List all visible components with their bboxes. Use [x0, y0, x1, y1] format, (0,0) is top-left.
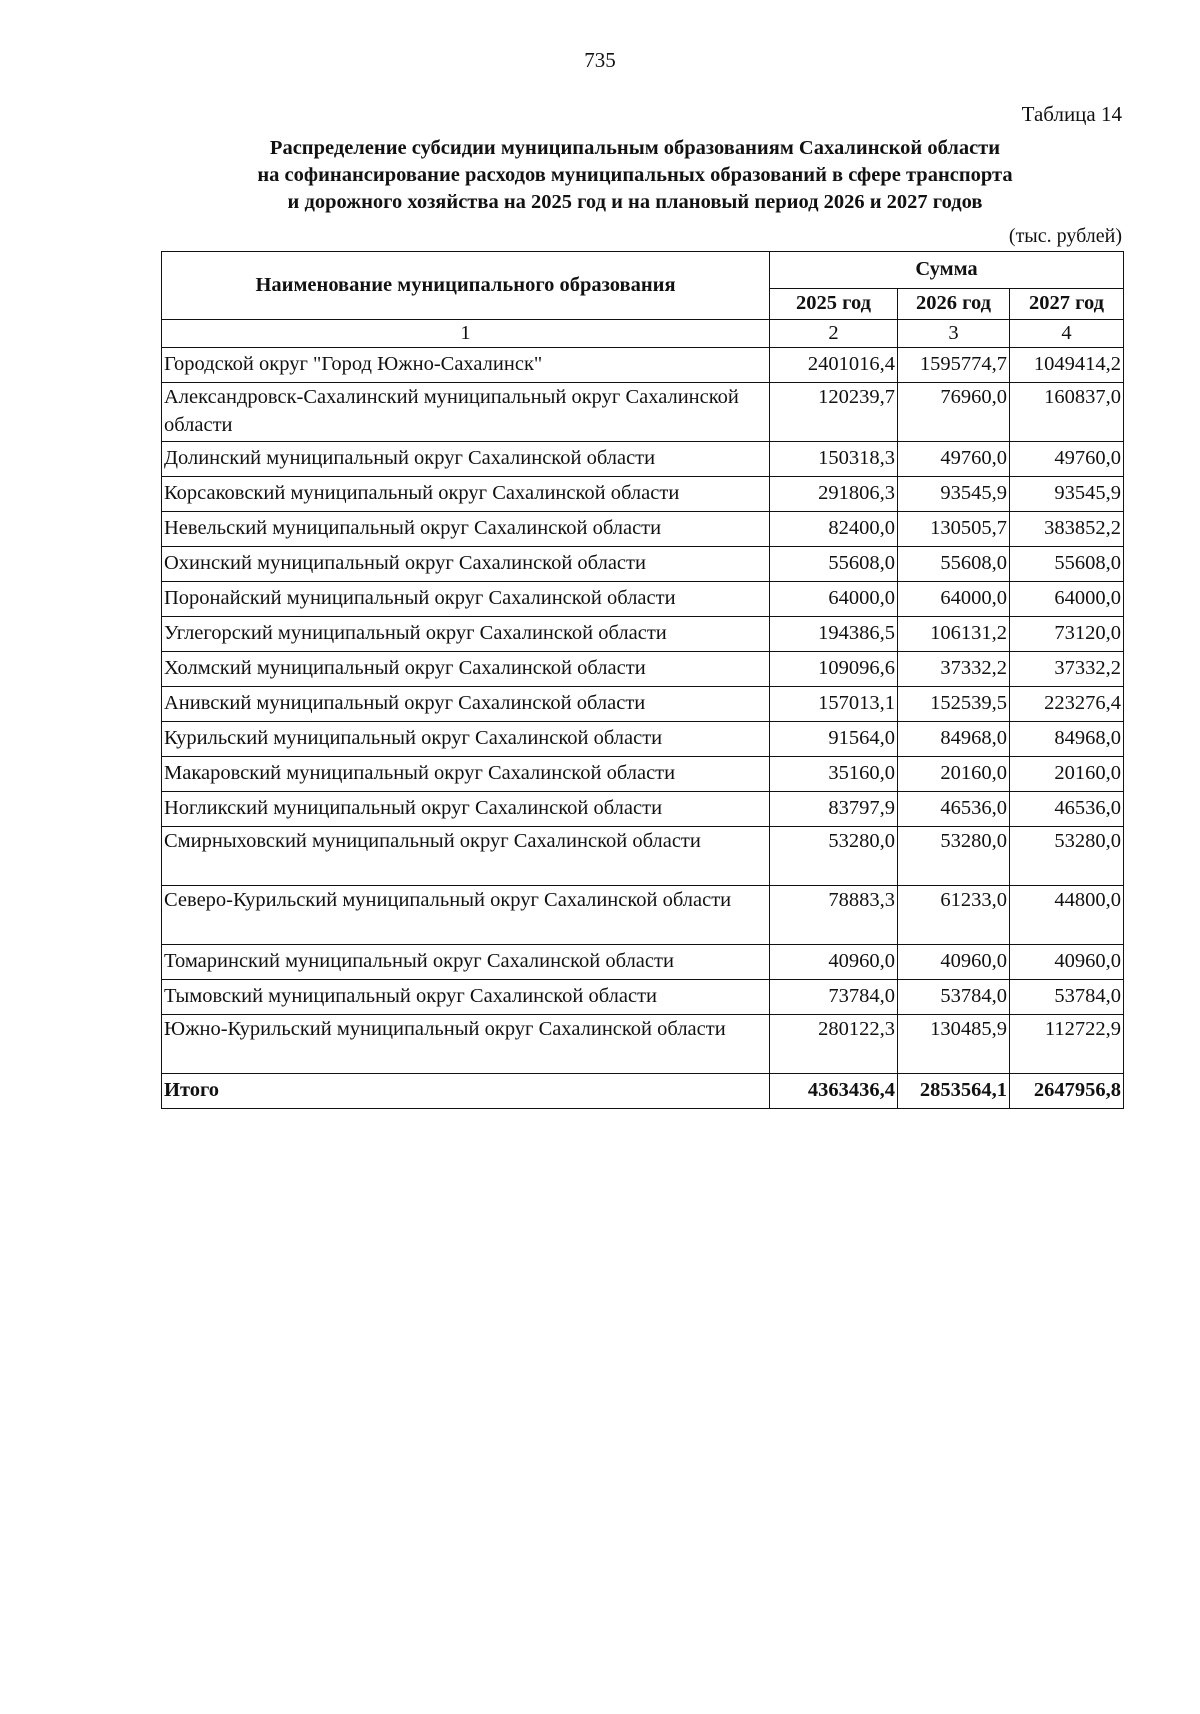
municipality-name: Невельский муниципальный округ Сахалинской области — [162, 512, 770, 547]
municipality-name: Тымовский муниципальный округ Сахалинской области — [162, 980, 770, 1015]
value-2025: 53280,0 — [770, 827, 898, 886]
header-year-2025: 2025 год — [770, 289, 898, 320]
value-2026: 55608,0 — [898, 547, 1010, 582]
municipality-name: Поронайский муниципальный округ Сахалинской области — [162, 582, 770, 617]
value-2025: 83797,9 — [770, 792, 898, 827]
header-year-2026: 2026 год — [898, 289, 1010, 320]
value-2025: 109096,6 — [770, 652, 898, 687]
units-label: (тыс. рублей) — [1008, 225, 1122, 247]
table-row — [162, 722, 1124, 757]
municipality-name: Курильский муниципальный округ Сахалинской области — [162, 722, 770, 757]
municipality-name: Анивский муниципальный округ Сахалинской области — [162, 687, 770, 722]
value-2026: 53784,0 — [898, 980, 1010, 1015]
value-2027: 64000,0 — [1010, 582, 1124, 617]
value-2025: 157013,1 — [770, 687, 898, 722]
value-2025: 150318,3 — [770, 442, 898, 477]
value-2025: 64000,0 — [770, 582, 898, 617]
header-sum: Сумма — [770, 252, 1124, 289]
value-2026: 64000,0 — [898, 582, 1010, 617]
table-row — [162, 1015, 1124, 1074]
table-row — [162, 827, 1124, 886]
value-2026: 130485,9 — [898, 1015, 1010, 1074]
value-2027: 37332,2 — [1010, 652, 1124, 687]
table-row — [162, 512, 1124, 547]
value-2027: 84968,0 — [1010, 722, 1124, 757]
table-row — [162, 652, 1124, 687]
value-2027: 55608,0 — [1010, 547, 1124, 582]
total-row — [162, 1074, 1124, 1109]
value-2027: 1049414,2 — [1010, 348, 1124, 383]
table-row — [162, 757, 1124, 792]
value-2025: 35160,0 — [770, 757, 898, 792]
value-2026: 93545,9 — [898, 477, 1010, 512]
value-2026: 20160,0 — [898, 757, 1010, 792]
municipality-name: Северо-Курильский муниципальный округ Сахалинской области — [162, 886, 770, 945]
table-row — [162, 547, 1124, 582]
subsidy-table — [161, 251, 1124, 1109]
value-2025: 194386,5 — [770, 617, 898, 652]
value-2027: 46536,0 — [1010, 792, 1124, 827]
value-2027: 383852,2 — [1010, 512, 1124, 547]
municipality-name: Долинский муниципальный округ Сахалинской области — [162, 442, 770, 477]
value-2025: 280122,3 — [770, 1015, 898, 1074]
value-2027: 160837,0 — [1010, 383, 1124, 442]
value-2027: 73120,0 — [1010, 617, 1124, 652]
value-2027: 49760,0 — [1010, 442, 1124, 477]
value-2027: 53784,0 — [1010, 980, 1124, 1015]
value-2026: 76960,0 — [898, 383, 1010, 442]
total-label: Итого — [162, 1074, 770, 1109]
value-2025: 91564,0 — [770, 722, 898, 757]
value-2026: 46536,0 — [898, 792, 1010, 827]
value-2026: 1595774,7 — [898, 348, 1010, 383]
municipality-name: Александровск-Сахалинский муниципальный округ Сахалинской области — [162, 383, 770, 442]
column-index: 2 — [770, 320, 898, 348]
table-row — [162, 348, 1124, 383]
column-index: 1 — [162, 320, 770, 348]
column-index: 3 — [898, 320, 1010, 348]
column-index-row — [162, 320, 1124, 348]
table-row — [162, 477, 1124, 512]
value-2026: 61233,0 — [898, 886, 1010, 945]
title-line: на софинансирование расходов муниципальных образований в сфере транспорта — [257, 164, 1013, 186]
municipality-name: Макаровский муниципальный округ Сахалинской области — [162, 757, 770, 792]
value-2026: 37332,2 — [898, 652, 1010, 687]
value-2025: 55608,0 — [770, 547, 898, 582]
value-2027: 20160,0 — [1010, 757, 1124, 792]
title-line: Распределение субсидии муниципальным образованиям Сахалинской области — [269, 137, 1001, 159]
total-2027: 2647956,8 — [1010, 1074, 1124, 1109]
value-2026: 49760,0 — [898, 442, 1010, 477]
value-2027: 112722,9 — [1010, 1015, 1124, 1074]
value-2025: 2401016,4 — [770, 348, 898, 383]
value-2026: 53280,0 — [898, 827, 1010, 886]
municipality-name: Южно-Курильский муниципальный округ Сахалинской области — [162, 1015, 770, 1074]
column-index: 4 — [1010, 320, 1124, 348]
value-2026: 84968,0 — [898, 722, 1010, 757]
value-2025: 73784,0 — [770, 980, 898, 1015]
table-row — [162, 980, 1124, 1015]
value-2026: 40960,0 — [898, 945, 1010, 980]
municipality-name: Охинский муниципальный округ Сахалинской области — [162, 547, 770, 582]
municipality-name: Городской округ "Город Южно-Сахалинск" — [162, 348, 770, 383]
document-title — [150, 135, 1120, 216]
table-row — [162, 945, 1124, 980]
table-row — [162, 617, 1124, 652]
municipality-name: Смирныховский муниципальный округ Сахалинской области — [162, 827, 770, 886]
municipality-name: Томаринский муниципальный округ Сахалинской области — [162, 945, 770, 980]
total-2025: 4363436,4 — [770, 1074, 898, 1109]
value-2025: 82400,0 — [770, 512, 898, 547]
header-year-2027: 2027 год — [1010, 289, 1124, 320]
value-2026: 130505,7 — [898, 512, 1010, 547]
value-2025: 120239,7 — [770, 383, 898, 442]
value-2027: 223276,4 — [1010, 687, 1124, 722]
table-label: Таблица 14 — [1021, 102, 1122, 126]
value-2025: 291806,3 — [770, 477, 898, 512]
value-2027: 40960,0 — [1010, 945, 1124, 980]
value-2026: 106131,2 — [898, 617, 1010, 652]
municipality-name: Холмский муниципальный округ Сахалинской области — [162, 652, 770, 687]
page-number: 735 — [584, 48, 616, 72]
table-row — [162, 582, 1124, 617]
municipality-name: Углегорский муниципальный округ Сахалинской области — [162, 617, 770, 652]
table-row — [162, 687, 1124, 722]
municipality-name: Ногликский муниципальный округ Сахалинской области — [162, 792, 770, 827]
value-2027: 93545,9 — [1010, 477, 1124, 512]
table-row — [162, 792, 1124, 827]
value-2027: 44800,0 — [1010, 886, 1124, 945]
table-row — [162, 886, 1124, 945]
title-line: и дорожного хозяйства на 2025 год и на плановый период 2026 и 2027 годов — [287, 191, 983, 213]
value-2026: 152539,5 — [898, 687, 1010, 722]
value-2025: 40960,0 — [770, 945, 898, 980]
header-name: Наименование муниципального образования — [162, 252, 770, 320]
total-2026: 2853564,1 — [898, 1074, 1010, 1109]
value-2025: 78883,3 — [770, 886, 898, 945]
table-row — [162, 442, 1124, 477]
municipality-name: Корсаковский муниципальный округ Сахалинской области — [162, 477, 770, 512]
value-2027: 53280,0 — [1010, 827, 1124, 886]
table-row — [162, 383, 1124, 442]
